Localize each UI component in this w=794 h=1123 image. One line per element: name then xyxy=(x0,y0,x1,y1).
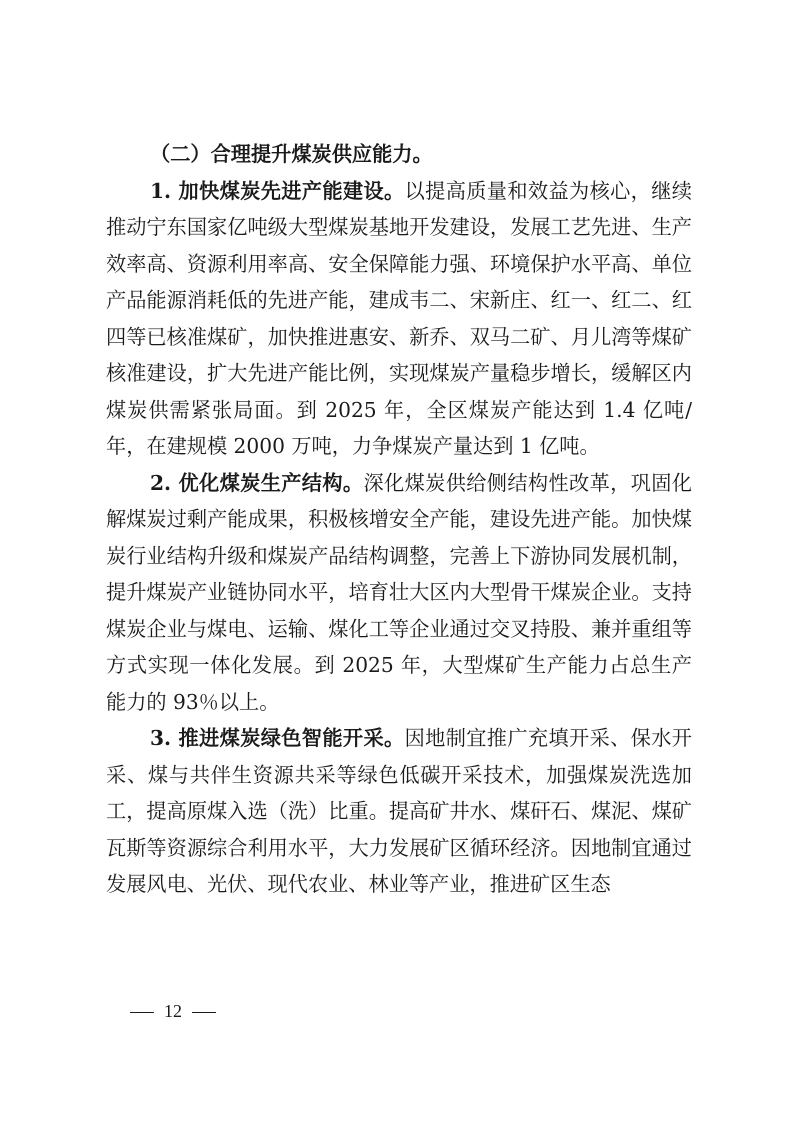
paragraph-2 xyxy=(106,465,692,721)
section-heading: （二）合理提升煤炭供应能力。 xyxy=(150,142,433,166)
paragraph-1 xyxy=(106,173,692,465)
footer-dash-right xyxy=(192,1012,216,1013)
paragraph-2-lead: 2. 优化煤炭生产结构。 xyxy=(150,470,364,495)
paragraph-3-lead: 3. 推进煤炭绿色智能开采。 xyxy=(150,726,405,750)
page-footer xyxy=(120,1000,226,1022)
page-number: 12 xyxy=(164,1001,182,1021)
footer-dash-left xyxy=(130,1012,154,1013)
paragraph-3-body: 因地制宜推广充填开采、保水开采、煤与共伴生资源共采等绿色低碳开采技术，加强煤炭洗选加工，提高原煤入选（洗）比重。提高矿井水、煤矸石、煤泥、煤矿瓦斯等资源综合利用水平，大力发展矿区循环经济。因地制宜通过发展风电、光伏、现代农业、林业等产业，推进矿区生态 xyxy=(106,726,692,896)
paragraph-3 xyxy=(106,720,692,903)
paragraph-1-body: 以提高质量和效益为核心，继续推动宁东国家亿吨级大型煤炭基地开发建设，发展工艺先进、生产效率高、资源利用率高、安全保障能力强、环境保护水平高、单位产品能源消耗低的先进产能，建成韦二、宋新庄、红一、红二、红四等已核准煤矿，加快推进惠安、新乔、双马二矿、月儿湾等煤矿核准建设，扩大先进产能比例，实现煤炭产量稳步增长，缓解区内煤炭供需紧张局面。到 2025 年，全区煤炭产能达到 1.4 亿吨/年，在建规模 2000 万吨，力争煤炭产量达到 1 亿吨。 xyxy=(106,178,692,458)
document-page xyxy=(106,136,692,903)
paragraph-1-lead: 1. 加快煤炭先进产能建设。 xyxy=(150,178,405,203)
paragraph-2-body: 深化煤炭供给侧结构性改革，巩固化解煤炭过剩产能成果，积极核增安全产能，建设先进产能。加快煤炭行业结构升级和煤炭产品结构调整，完善上下游协同发展机制，提升煤炭产业链协同水平，培育壮大区内大型骨干煤炭企业。支持煤炭企业与煤电、运输、煤化工等企业通过交叉持股、兼并重组等方式实现一体化发展。到 2025 年，大型煤矿生产能力占总生产能力的 93％以上。 xyxy=(106,470,692,714)
